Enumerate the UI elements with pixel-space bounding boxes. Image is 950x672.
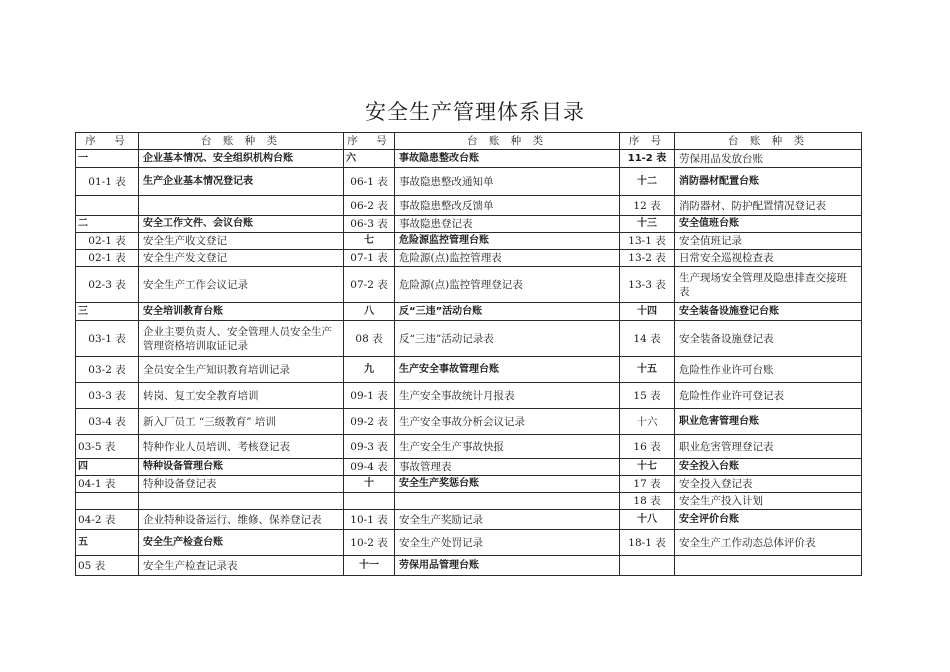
catalog-body (76, 150, 862, 576)
ledger-type-cell: 消防器材配置台账 (675, 168, 862, 196)
serial-cell: 04-2 表 (76, 510, 139, 530)
serial-cell: 九 (344, 357, 395, 383)
ledger-type-cell: 生产现场安全管理及隐患排查交接班表 (675, 267, 862, 303)
ledger-type-cell: 日常安全巡视检查表 (675, 250, 862, 267)
ledger-type-cell: 安全生产投入计划 (675, 493, 862, 510)
serial-cell: 08 表 (344, 321, 395, 357)
table-row (76, 196, 862, 216)
ledger-type-cell: 特种设备登记表 (139, 476, 344, 493)
ledger-type-cell (395, 493, 620, 510)
serial-cell (344, 493, 395, 510)
serial-cell: 06-2 表 (344, 196, 395, 216)
ledger-type-cell: 全员安全生产知识教育培训记录 (139, 357, 344, 383)
ledger-type-cell (139, 493, 344, 510)
header-row (76, 133, 862, 150)
table-row (76, 476, 862, 493)
ledger-type-cell: 事故隐患登记表 (395, 216, 620, 233)
serial-cell: 09-3 表 (344, 435, 395, 459)
serial-cell: 十七 (620, 459, 675, 476)
table-row (76, 493, 862, 510)
serial-cell: 16 表 (620, 435, 675, 459)
table-row (76, 435, 862, 459)
ledger-type-cell (675, 556, 862, 576)
serial-cell: 四 (76, 459, 139, 476)
serial-cell: 03-1 表 (76, 321, 139, 357)
serial-cell: 10-1 表 (344, 510, 395, 530)
serial-cell: 09-4 表 (344, 459, 395, 476)
ledger-type-cell: 生产安全事故统计月报表 (395, 383, 620, 409)
serial-cell: 十一 (344, 556, 395, 576)
ledger-type-cell: 事故隐患整改通知单 (395, 168, 620, 196)
ledger-type-cell: 安全工作文件、会议台账 (139, 216, 344, 233)
serial-cell (76, 493, 139, 510)
ledger-type-cell: 危险性作业许可登记表 (675, 383, 862, 409)
ledger-type-cell: 生产安全生产事故快报 (395, 435, 620, 459)
table-row (76, 409, 862, 435)
ledger-type-cell: 安全值班台账 (675, 216, 862, 233)
header-cell: 台 账 种 类 (675, 133, 862, 150)
serial-cell: 13-3 表 (620, 267, 675, 303)
serial-cell: 06-3 表 (344, 216, 395, 233)
table-row (76, 321, 862, 357)
header-cell: 台 账 种 类 (395, 133, 620, 150)
table-row (76, 168, 862, 196)
serial-cell: 01-1 表 (76, 168, 139, 196)
serial-cell: 05 表 (76, 556, 139, 576)
ledger-type-cell: 职业危害管理台账 (675, 409, 862, 435)
ledger-type-cell: 企业基本情况、安全组织机构台账 (139, 150, 344, 168)
catalog-table (75, 132, 862, 576)
serial-cell: 一 (76, 150, 139, 168)
ledger-type-cell: 安全生产工作会议记录 (139, 267, 344, 303)
serial-cell: 03-5 表 (76, 435, 139, 459)
table-row (76, 267, 862, 303)
table-row (76, 216, 862, 233)
ledger-type-cell: 特种设备管理台账 (139, 459, 344, 476)
ledger-type-cell: 事故管理表 (395, 459, 620, 476)
ledger-type-cell: 危险性作业许可台账 (675, 357, 862, 383)
serial-cell: 10-2 表 (344, 530, 395, 556)
serial-cell: 11-2 表 (620, 150, 675, 168)
serial-cell: 13-1 表 (620, 233, 675, 250)
serial-cell: 八 (344, 303, 395, 321)
serial-cell: 09-2 表 (344, 409, 395, 435)
serial-cell (620, 556, 675, 576)
ledger-type-cell: 生产企业基本情况登记表 (139, 168, 344, 196)
serial-cell: 十六 (620, 409, 675, 435)
table-row (76, 510, 862, 530)
ledger-type-cell: 安全生产检查记录表 (139, 556, 344, 576)
ledger-type-cell: 生产安全事故管理台账 (395, 357, 620, 383)
ledger-type-cell: 安全装备设施登记台账 (675, 303, 862, 321)
ledger-type-cell: 安全培训教育台账 (139, 303, 344, 321)
table-row (76, 303, 862, 321)
ledger-type-cell: 事故隐患整改反馈单 (395, 196, 620, 216)
serial-cell: 六 (344, 150, 395, 168)
serial-cell: 02-3 表 (76, 267, 139, 303)
header-cell: 序 号 (76, 133, 139, 150)
serial-cell: 十 (344, 476, 395, 493)
serial-cell: 十四 (620, 303, 675, 321)
table-row (76, 357, 862, 383)
ledger-type-cell: 安全投入台账 (675, 459, 862, 476)
serial-cell: 02-1 表 (76, 233, 139, 250)
ledger-type-cell: 安全生产工作动态总体评价表 (675, 530, 862, 556)
serial-cell: 06-1 表 (344, 168, 395, 196)
serial-cell: 04-1 表 (76, 476, 139, 493)
serial-cell: 17 表 (620, 476, 675, 493)
ledger-type-cell: 劳保用品管理台账 (395, 556, 620, 576)
ledger-type-cell: 安全生产奖惩台账 (395, 476, 620, 493)
serial-cell (76, 196, 139, 216)
serial-cell: 18-1 表 (620, 530, 675, 556)
serial-cell: 15 表 (620, 383, 675, 409)
table-row (76, 150, 862, 168)
ledger-type-cell: 安全投入登记表 (675, 476, 862, 493)
serial-cell: 十五 (620, 357, 675, 383)
ledger-type-cell: 反“三违”活动台账 (395, 303, 620, 321)
ledger-type-cell: 职业危害管理登记表 (675, 435, 862, 459)
page-title: 安全生产管理体系目录 (365, 100, 585, 124)
ledger-type-cell: 新入厂员工 “三级教育” 培训 (139, 409, 344, 435)
ledger-type-cell: 安全生产处罚记录 (395, 530, 620, 556)
ledger-type-cell: 企业特种设备运行、维修、保养登记表 (139, 510, 344, 530)
ledger-type-cell: 危险源(点)监控管理登记表 (395, 267, 620, 303)
ledger-type-cell: 安全生产检查台账 (139, 530, 344, 556)
serial-cell: 09-1 表 (344, 383, 395, 409)
serial-cell: 十二 (620, 168, 675, 196)
serial-cell: 03-2 表 (76, 357, 139, 383)
ledger-type-cell: 危险源监控管理台账 (395, 233, 620, 250)
serial-cell: 07-2 表 (344, 267, 395, 303)
ledger-type-cell: 企业主要负责人、安全管理人员安全生产管理资格培训取证记录 (139, 321, 344, 357)
serial-cell: 13-2 表 (620, 250, 675, 267)
ledger-type-cell: 特种作业人员培训、考核登记表 (139, 435, 344, 459)
ledger-type-cell: 消防器材、防护配置情况登记表 (675, 196, 862, 216)
ledger-type-cell: 安全值班记录 (675, 233, 862, 250)
serial-cell: 07-1 表 (344, 250, 395, 267)
header-cell: 台 账 种 类 (139, 133, 344, 150)
ledger-type-cell: 安全生产收文登记 (139, 233, 344, 250)
ledger-type-cell: 安全生产奖励记录 (395, 510, 620, 530)
ledger-type-cell: 危险源(点)监控管理表 (395, 250, 620, 267)
ledger-type-cell: 事故隐患整改台账 (395, 150, 620, 168)
table-row (76, 233, 862, 250)
serial-cell: 三 (76, 303, 139, 321)
ledger-type-cell: 转岗、复工安全教育培训 (139, 383, 344, 409)
ledger-type-cell (139, 196, 344, 216)
serial-cell: 十八 (620, 510, 675, 530)
serial-cell: 12 表 (620, 196, 675, 216)
table-row (76, 250, 862, 267)
ledger-type-cell: 反“三违”活动记录表 (395, 321, 620, 357)
serial-cell: 18 表 (620, 493, 675, 510)
serial-cell: 七 (344, 233, 395, 250)
header-cell: 序 号 (344, 133, 395, 150)
serial-cell: 14 表 (620, 321, 675, 357)
header-cell: 序 号 (620, 133, 675, 150)
ledger-type-cell: 劳保用品发放台账 (675, 150, 862, 168)
ledger-type-cell: 安全装备设施登记表 (675, 321, 862, 357)
ledger-type-cell: 安全评价台账 (675, 510, 862, 530)
serial-cell: 03-4 表 (76, 409, 139, 435)
table-row (76, 383, 862, 409)
ledger-type-cell: 安全生产发文登记 (139, 250, 344, 267)
table-row (76, 556, 862, 576)
table-row (76, 530, 862, 556)
serial-cell: 五 (76, 530, 139, 556)
ledger-type-cell: 生产安全事故分析会议记录 (395, 409, 620, 435)
serial-cell: 02-1 表 (76, 250, 139, 267)
table-row (76, 459, 862, 476)
serial-cell: 03-3 表 (76, 383, 139, 409)
serial-cell: 十三 (620, 216, 675, 233)
serial-cell: 二 (76, 216, 139, 233)
